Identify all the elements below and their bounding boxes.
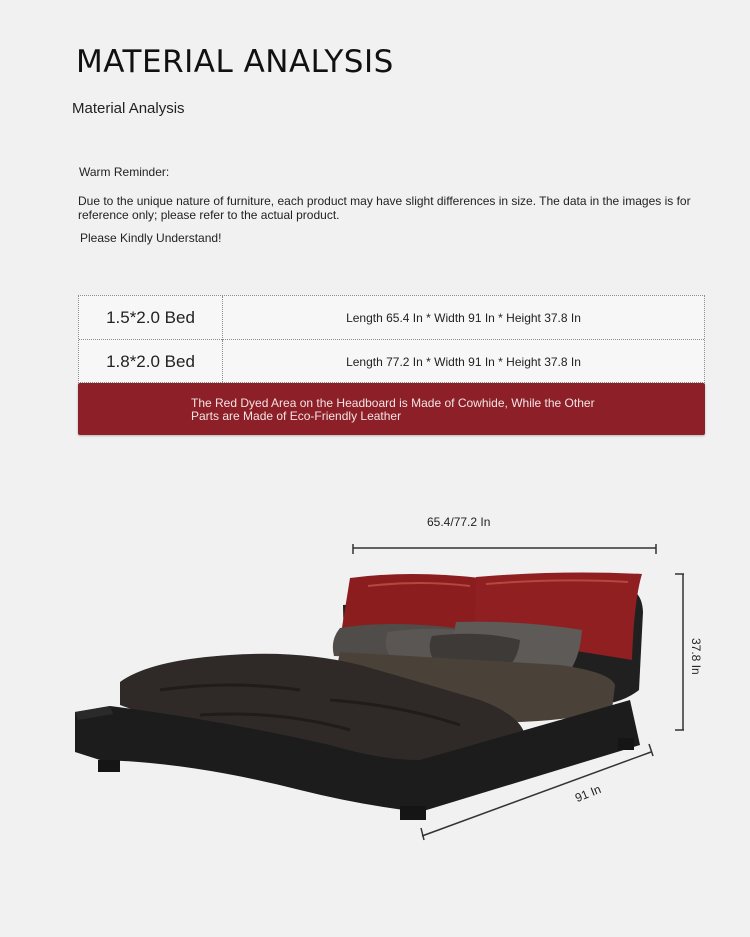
width-dimension-label: 65.4/77.2 In [427,515,491,529]
width-dimension-line [353,544,656,554]
reminder-note: Please Kindly Understand! [80,231,222,245]
bed-illustration [75,573,643,820]
size-name: 1.5*2.0 Bed [79,296,223,340]
reminder-label: Warm Reminder: [79,165,170,179]
material-note: The Red Dyed Area on the Headboard is Made of Cowhide, While the Other Parts are Made of Eco-Friendly Leather [191,396,595,423]
length-dimension-label: 91 In [573,781,604,805]
height-dimension-label: 37.8 In [689,638,703,675]
page-title: MATERIAL ANALYSIS [76,44,394,80]
size-dimensions: Length 77.2 In * Width 91 In * Height 37.8 In [346,355,581,369]
height-dimension-line [675,574,684,730]
reminder-body: Due to the unique nature of furniture, each product may have slight differences in size. The data in the images is for reference only; please refer to the actual product. [78,194,691,222]
size-name: 1.8*2.0 Bed [79,340,223,384]
page-subtitle: Material Analysis [72,100,185,117]
size-dimensions: Length 65.4 In * Width 91 In * Height 37.8 In [346,311,581,325]
